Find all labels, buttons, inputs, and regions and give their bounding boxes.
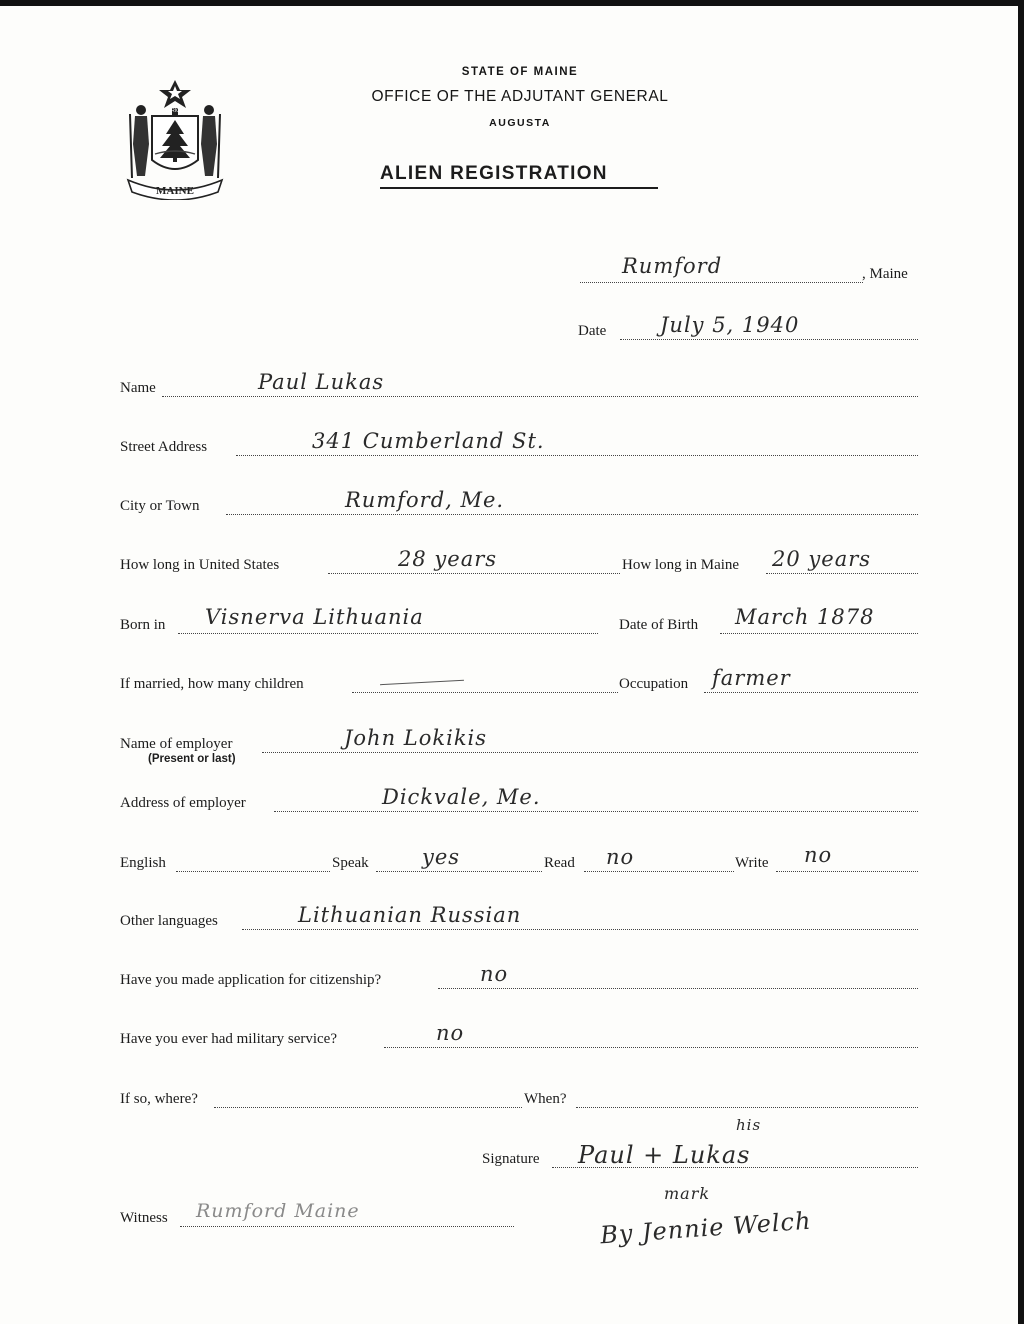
signature-mark-note: mark [664,1184,711,1203]
speak-label: Speak [332,855,369,871]
children-line [352,692,618,693]
military-value: no [436,1021,465,1045]
name-line [162,396,918,397]
speak-value: yes [422,845,461,869]
scan-border-top [0,0,1024,6]
write-value: no [804,843,833,867]
employer-address-line [274,811,918,812]
read-line [584,871,734,872]
city-heading: AUGUSTA [489,117,551,129]
citizenship-value: no [480,962,509,986]
born-in-label: Born in [120,617,166,633]
employer-value: John Lokikis [344,726,488,750]
svg-text:MAINE: MAINE [156,185,194,197]
us-years-label: How long in United States [120,557,280,573]
witness-line [180,1226,514,1227]
where-line [214,1107,522,1108]
dob-label: Date of Birth [619,617,699,633]
english-label: English [120,855,166,871]
signature-his-note: his [736,1116,762,1134]
name-label: Name [120,380,156,396]
name-value: Paul Lukas [258,370,385,394]
english-line [176,871,330,872]
born-in-value: Visnerva Lithuania [205,605,424,629]
where-label: If so, where? [120,1091,198,1107]
employer-line [262,752,918,753]
city-label: City or Town [120,498,200,514]
street-line [236,455,918,456]
employer-address-value: Dickvale, Me. [382,785,541,809]
military-line [384,1047,918,1048]
citizenship-line [438,988,918,989]
other-languages-line [242,929,918,930]
other-languages-label: Other languages [120,913,218,929]
employer-label: Name of employer [120,736,233,752]
city-line [226,514,918,515]
read-label: Read [544,855,575,871]
us-years-line [328,573,620,574]
maine-years-value: 20 years [772,547,872,571]
signature-value: Paul + Lukas [578,1141,751,1169]
date-label: Date [578,323,607,339]
children-dash [380,680,464,685]
occupation-value: farmer [712,666,791,690]
children-label: If married, how many children [120,676,304,692]
witness-label: Witness [120,1210,168,1226]
maine-years-line [766,573,918,574]
employer-sublabel: (Present or last) [148,753,236,765]
witness-value: Rumford Maine [196,1200,360,1222]
title-underline [380,187,658,189]
svg-text:DIRIGO: DIRIGO [166,108,184,114]
write-line [776,871,918,872]
scan-border-right [1018,0,1024,1324]
occupation-line [704,692,918,693]
us-years-value: 28 years [398,547,498,571]
city-value: Rumford, Me. [345,488,505,512]
other-languages-value: Lithuanian Russian [298,903,522,927]
dob-line [720,633,918,634]
signature-label: Signature [482,1151,540,1167]
maine-years-label: How long in Maine [622,557,740,573]
occupation-label: Occupation [619,676,689,692]
signed-by-note: By Jennie Welch [599,1206,813,1250]
office-heading: OFFICE OF THE ADJUTANT GENERAL [371,88,669,105]
place-line [580,282,863,283]
place-value: Rumford [622,254,723,278]
street-label: Street Address [120,439,208,455]
when-line [576,1107,918,1108]
state-heading: STATE OF MAINE [461,66,579,78]
when-label: When? [524,1091,567,1107]
read-value: no [606,845,635,869]
date-value: July 5, 1940 [660,313,800,337]
speak-line [376,871,542,872]
street-value: 341 Cumberland St. [312,429,545,453]
born-in-line [178,633,598,634]
citizenship-label: Have you made application for citizenship? [120,972,382,988]
date-line [620,339,918,340]
military-label: Have you ever had military service? [120,1031,337,1047]
place-suffix-label: , Maine [862,266,908,282]
dob-value: March 1878 [735,605,875,629]
write-label: Write [735,855,769,871]
employer-address-label: Address of employer [120,795,246,811]
form-title: ALIEN REGISTRATION [380,163,608,184]
